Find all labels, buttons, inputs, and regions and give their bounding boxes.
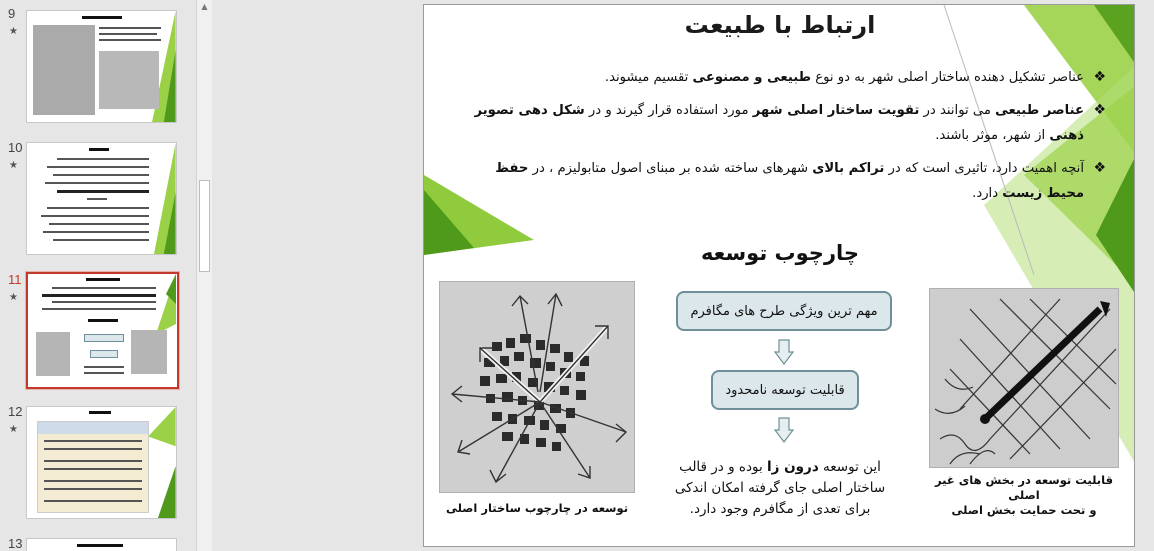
- bullet-text-bold: تقویت ساختار اصلی شهر: [752, 103, 920, 118]
- bullet-diamond-icon: ❖: [1093, 102, 1106, 118]
- flow-text: بوده و در قالب ساختار اصلی جای گرفته امکان اندکی برای تعدی از مگافرم وجود دارد.: [674, 459, 886, 517]
- slide-thumbnail-11[interactable]: [26, 272, 179, 389]
- slide-canvas[interactable]: [423, 4, 1135, 547]
- down-arrow-icon: [774, 339, 794, 365]
- bullet-text-bold: طبیعی و مصنوعی: [692, 70, 812, 85]
- slide-thumbnail-9[interactable]: [26, 10, 177, 123]
- scrollbar-thumb[interactable]: [199, 180, 210, 272]
- bullet-list: [464, 65, 1106, 214]
- bullet-text-bold: حفظ محیط زیست: [495, 161, 1084, 201]
- animation-star-icon: ★: [9, 424, 18, 435]
- bullet-text: تقسیم میشوند.: [604, 70, 693, 85]
- bullet-text: عناصر تشکیل دهنده ساختار اصلی شهر به دو نوع: [811, 70, 1084, 85]
- scroll-up-arrow-icon[interactable]: ▲: [201, 2, 208, 11]
- sketch-diagonal-arrows-icon: [930, 289, 1119, 468]
- slide-thumbnail-13[interactable]: [26, 538, 177, 551]
- sketch-radial-growth-icon: [440, 282, 635, 493]
- slide-thumbnail-12[interactable]: [26, 406, 177, 519]
- animation-star-icon: ★: [9, 26, 18, 37]
- slide-title: ارتباط با طبیعت: [684, 11, 876, 39]
- left-image-caption: توسعه در چارچوب ساختار اصلی: [445, 501, 629, 515]
- bullet-item: [464, 156, 1106, 206]
- section-title: چارچوب توسعه: [700, 241, 860, 265]
- bullet-diamond-icon: ❖: [1093, 69, 1106, 85]
- right-caption-line-1: قابلیت توسعه در بخش های غیر اصلی: [935, 473, 1113, 502]
- bullet-text: از شهر، موثر باشند.: [935, 128, 1050, 143]
- flow-description: [670, 457, 890, 520]
- thumbnail-table: [37, 421, 149, 513]
- growth-framework-image[interactable]: [439, 281, 635, 493]
- thumbnail-number: 9: [8, 6, 16, 21]
- bullet-text: آنچه اهمیت دارد، تاثیری است که در: [884, 161, 1084, 176]
- bullet-text: می توانند در: [919, 103, 996, 118]
- slide-thumbnail-panel: [0, 0, 212, 551]
- thumbnail-image: [131, 330, 167, 374]
- animation-star-icon: ★: [9, 160, 18, 171]
- slide-thumbnail-10[interactable]: [26, 142, 177, 255]
- right-caption-line-2: و تحت حمایت بخش اصلی: [951, 503, 1097, 517]
- right-image-caption: [924, 473, 1124, 518]
- bullet-text-bold: شکل دهی تصویر ذهنی: [474, 103, 1084, 143]
- thumbnail-scrollbar[interactable]: [196, 0, 212, 551]
- slide-editing-area: [212, 0, 1154, 551]
- flow-text-bold: درون زا: [767, 459, 819, 475]
- thumbnail-number: 12: [8, 404, 23, 419]
- bullet-text-bold: عناصر طبیعی: [995, 103, 1084, 118]
- thumbnail-number: 10: [8, 140, 23, 155]
- down-arrow-icon: [774, 417, 794, 443]
- growth-capability-image[interactable]: [929, 288, 1119, 468]
- bullet-item: [464, 65, 1106, 90]
- flow-text: این توسعه: [818, 459, 881, 475]
- thumbnail-number: 11: [8, 272, 22, 287]
- bullet-item: [464, 98, 1106, 148]
- bullet-diamond-icon: ❖: [1093, 160, 1106, 176]
- bullet-text-bold: تراکم بالای: [812, 161, 885, 176]
- bullet-text: دارد.: [972, 186, 1003, 201]
- thumbnail-number: 13: [8, 536, 23, 551]
- thumbnail-image: [36, 332, 70, 376]
- thumbnail-image: [33, 25, 95, 115]
- flow-box-megaform-feature[interactable]: مهم ترین ویژگی طرح های مگافرم: [676, 291, 892, 331]
- thumbnail-image: [99, 51, 159, 109]
- bullet-text: مورد استفاده قرار گیرند و در: [584, 103, 753, 118]
- animation-star-icon: ★: [9, 292, 18, 303]
- flow-box-unlimited-growth[interactable]: قابلیت توسعه نامحدود: [711, 370, 859, 410]
- bullet-text: شهرهای ساخته شده بر مبنای اصول متابولیزم ، در: [528, 161, 813, 176]
